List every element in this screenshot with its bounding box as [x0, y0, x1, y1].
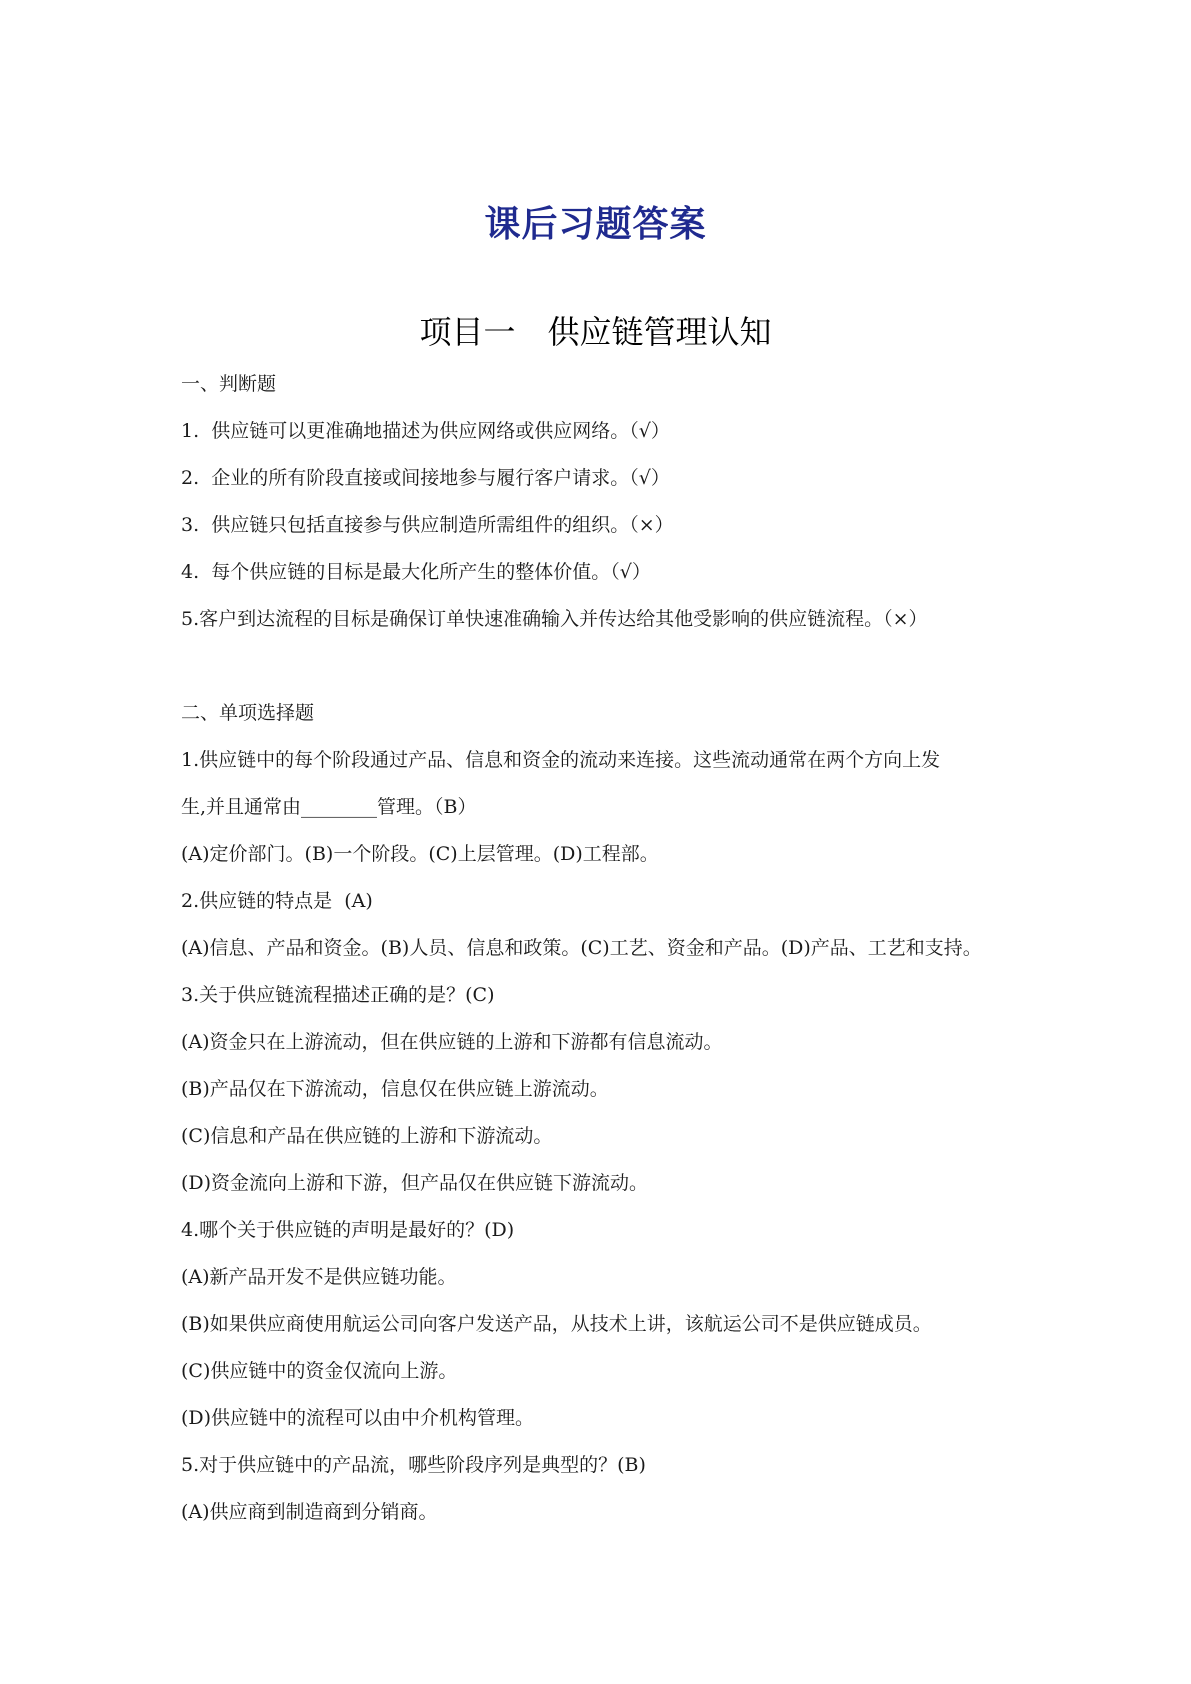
- true-false-item-1: 1. 供应链可以更准确地描述为供应网络或供应网络。（√）: [181, 420, 670, 442]
- true-false-item-5: 5.客户到达流程的目标是确保订单快速准确输入并传达给其他受影响的供应链流程。（×）: [181, 608, 928, 630]
- option-line: (C)供应链中的资金仅流向上游。: [181, 1360, 458, 1382]
- question-line: 5.对于供应链中的产品流，哪些阶段序列是典型的？(B): [181, 1454, 646, 1476]
- option-line: (B)如果供应商使用航运公司向客户发送产品，从技术上讲，该航运公司不是供应链成员。: [181, 1313, 932, 1335]
- question-line: 4.哪个关于供应链的声明是最好的？(D): [181, 1219, 515, 1241]
- question-line: 2.供应链的特点是 (A): [181, 890, 373, 912]
- true-false-item-3: 3. 供应链只包括直接参与供应制造所需组件的组织。（×）: [181, 514, 674, 536]
- question-line: 3.关于供应链流程描述正确的是？(C): [181, 984, 495, 1006]
- question-line: 1.供应链中的每个阶段通过产品、信息和资金的流动来连接。这些流动通常在两个方向上发: [181, 749, 941, 771]
- section-heading-single-choice: 二、单项选择题: [181, 702, 315, 724]
- option-line: (D)资金流向上游和下游，但产品仅在供应链下游流动。: [181, 1172, 649, 1194]
- option-line: (A)资金只在上游流动，但在供应链的上游和下游都有信息流动。: [181, 1031, 723, 1053]
- question-line: 生,并且通常由________管理。（B）: [181, 796, 477, 818]
- options-line: (A)定价部门。(B)一个阶段。(C)上层管理。(D)工程部。: [181, 843, 659, 865]
- option-line: (A)供应商到制造商到分销商。: [181, 1501, 438, 1523]
- options-line: (A)信息、产品和资金。(B)人员、信息和政策。(C)工艺、资金和产品。(D)产品、工艺和支持。: [181, 937, 982, 959]
- true-false-item-4: 4. 每个供应链的目标是最大化所产生的整体价值。（√）: [181, 561, 651, 583]
- project-title: 项目一 供应链管理认知: [419, 313, 772, 351]
- document-title: 课后习题答案: [484, 204, 707, 245]
- option-line: (A)新产品开发不是供应链功能。: [181, 1266, 457, 1288]
- section-heading-true-false: 一、判断题: [181, 373, 277, 395]
- option-line: (C)信息和产品在供应链的上游和下游流动。: [181, 1125, 553, 1147]
- true-false-item-2: 2. 企业的所有阶段直接或间接地参与履行客户请求。（√）: [181, 467, 670, 489]
- option-line: (D)供应链中的流程可以由中介机构管理。: [181, 1407, 535, 1429]
- option-line: (B)产品仅在下游流动，信息仅在供应链上游流动。: [181, 1078, 609, 1100]
